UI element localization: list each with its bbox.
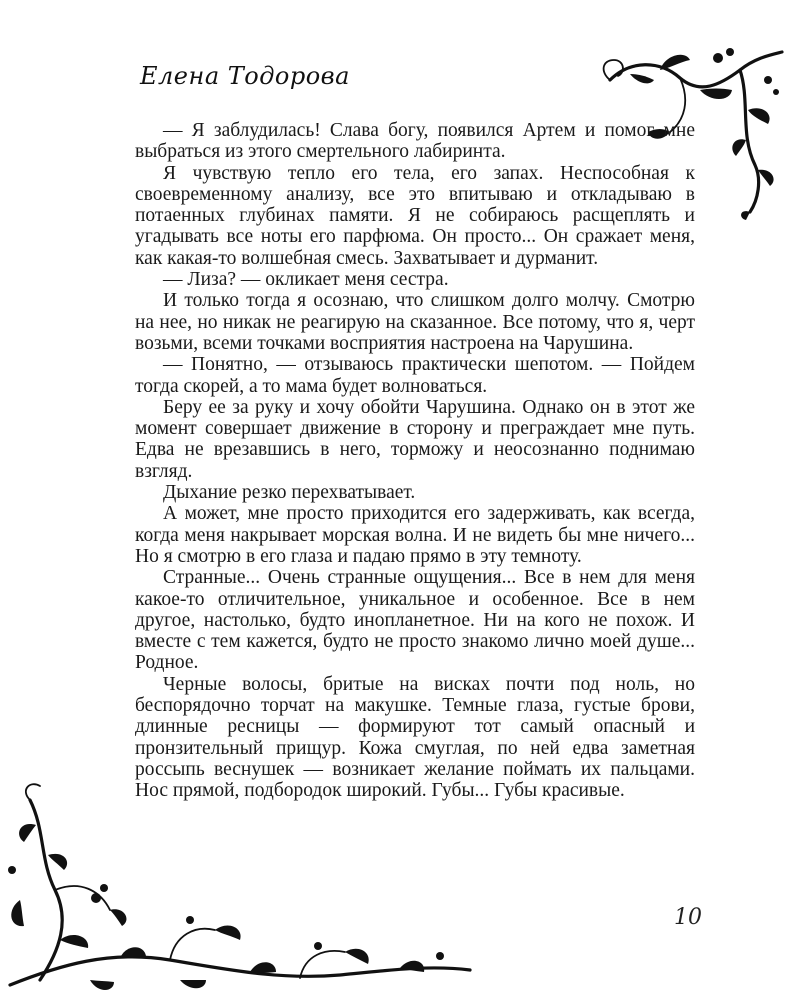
paragraph: — Понятно, — отзываюсь практически шепотом. — Пойдем тогда скорей, а то мама будет волноваться. — [135, 354, 695, 397]
paragraph: Дыхание резко перехватывает. — [163, 482, 416, 504]
paragraph: — Я заблудилась! Слава богу, появился Артем и помог мне выбраться из этого смертельного лабиринта. — [135, 120, 695, 163]
paragraph: Черные волосы, бритые на висках почти под ноль, но беспорядочно торчат на макушке. Темные глаза, густые брови, длинные ресницы — формируют тот самый опасный и пронзительный прищур. Кожа смуглая, по ней едва заметная россыпь веснушек — возникает желание поймать их пальцами. Нос прямой, подбородок широкий. Губы... Губы красивые. — [135, 673, 695, 802]
paragraph: Беру ее за руку и хочу обойти Чарушина. Однако он в этот же момент совершает движение в сторону и преграждает мне путь. Едва не врезавшись в него, торможу и неосознанно поднимаю взгляд. — [135, 396, 695, 482]
paragraph: А может, мне просто приходится его задерживать, как всегда, когда меня накрывает морская волна. И не видеть бы мне ничего... Но я смотрю в его глаза и падаю прямо в эту темноту. — [135, 503, 695, 567]
paragraph: — Лиза? — окликает меня сестра. — [163, 269, 449, 291]
running-header-author: Елена Тодорова — [140, 62, 350, 90]
paragraph: Я чувствую тепло его тела, его запах. Неспособная к своевременному анализу, все это впитываю и откладываю в потаенных глубинах памяти. Я не собираюсь расщеплять и угадывать все ноты его парфюма. Он просто... Он сражает меня, как какая-то волшебная смесь. Захватывает и дурманит. — [135, 162, 695, 269]
paragraph: Странные... Очень странные ощущения... Все в нем для меня какое-то отличительное, уникальное и особенное. Все в нем другое, настолько, будто инопланетное. Ни на кого не похож. И вместе с тем кажется, будто не просто знакомо лично моей душе... Родное. — [135, 567, 695, 674]
main-text — [135, 120, 695, 802]
paragraph: И только тогда я осознаю, что слишком долго молчу. Смотрю на нее, но никак не реагирую на сказанное. Все потому, что я, черт возьми, всеми точками восприятия настроена на Чарушина. — [135, 290, 695, 354]
page-number: 10 — [674, 905, 702, 930]
floral-ornament-bottom-left-icon — [0, 780, 480, 1000]
